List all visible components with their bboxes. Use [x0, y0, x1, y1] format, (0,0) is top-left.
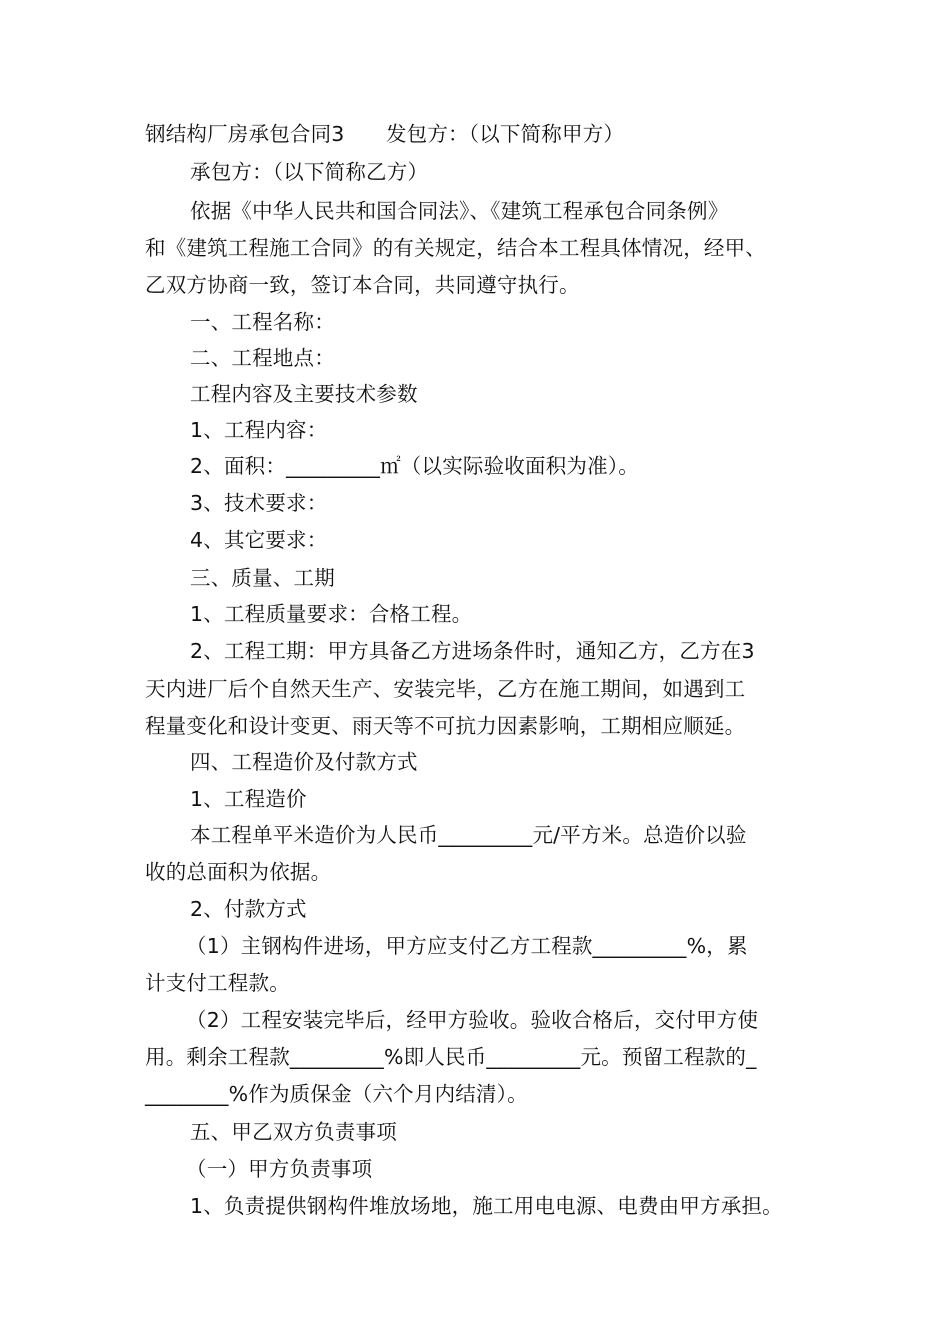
section-project-location: 二、工程地点：	[190, 346, 335, 370]
item-schedule-line-2: 天内进厂后个自然天生产、安装完毕，乙方在施工期间，如遇到工	[145, 677, 746, 701]
cost-paragraph-line-2: 收的总面积为依据。	[145, 860, 332, 884]
item-other-requirements: 4、其它要求：	[190, 528, 328, 552]
section-project-name: 一、工程名称：	[190, 310, 335, 334]
item-payment-method: 2、付款方式	[190, 897, 307, 921]
section-quality-schedule: 三、质量、工期	[190, 566, 335, 590]
cost-paragraph-line-1: 本工程单平米造价为人民币_________元/平方米。总造价以验	[190, 823, 747, 847]
item-quality-requirement: 1、工程质量要求：合格工程。	[190, 602, 473, 626]
item-project-cost: 1、工程造价	[190, 787, 307, 811]
item-schedule-line-1: 2、工程工期：甲方具备乙方进场条件时，通知乙方，乙方在3	[190, 639, 755, 663]
document-title-line: 钢结构厂房承包合同3 发包方：（以下简称甲方）	[145, 122, 625, 146]
basis-paragraph-line-1: 依据《中华人民共和国合同法》、《建筑工程承包合同条例》	[190, 199, 729, 223]
heading-project-content: 工程内容及主要技术参数	[190, 382, 418, 406]
basis-paragraph-line-2: 和《建筑工程施工合同》的有关规定，结合本工程具体情况，经甲、	[145, 236, 766, 260]
item-schedule-line-3: 程量变化和设计变更、雨天等不可抗力因素影响，工期相应顺延。	[145, 714, 746, 738]
basis-paragraph-line-3: 乙双方协商一致，签订本合同，共同遵守执行。	[145, 273, 580, 297]
payment-clause-2-line-3: ________%作为质保金（六个月内结清）。	[145, 1082, 528, 1106]
payment-clause-1-line-1: （1）主钢构件进场，甲方应支付乙方工程款_________%，累	[186, 934, 748, 958]
contractor-line: 承包方：（以下简称乙方）	[190, 160, 429, 184]
item-area: 2、面积：_________㎡（以实际验收面积为准）。	[190, 454, 639, 478]
payment-clause-2-line-2: 用。剩余工程款_________%即人民币_________元。预留工程款的_	[145, 1045, 757, 1069]
payment-clause-2-line-1: （2）工程安装完毕后，经甲方验收。验收合格后，交付甲方使	[186, 1008, 759, 1032]
subsection-party-a-responsibilities: （一）甲方负责事项	[186, 1157, 373, 1181]
item-party-a-responsibility-1: 1、负责提供钢构件堆放场地，施工用电电源、电费由甲方承担。	[190, 1194, 783, 1218]
item-technical-requirements: 3、技术要求：	[190, 491, 328, 515]
section-cost-payment: 四、工程造价及付款方式	[190, 750, 418, 774]
item-project-content: 1、工程内容：	[190, 418, 328, 442]
payment-clause-1-line-2: 计支付工程款。	[145, 971, 290, 995]
section-responsibilities: 五、甲乙双方负责事项	[190, 1120, 397, 1144]
